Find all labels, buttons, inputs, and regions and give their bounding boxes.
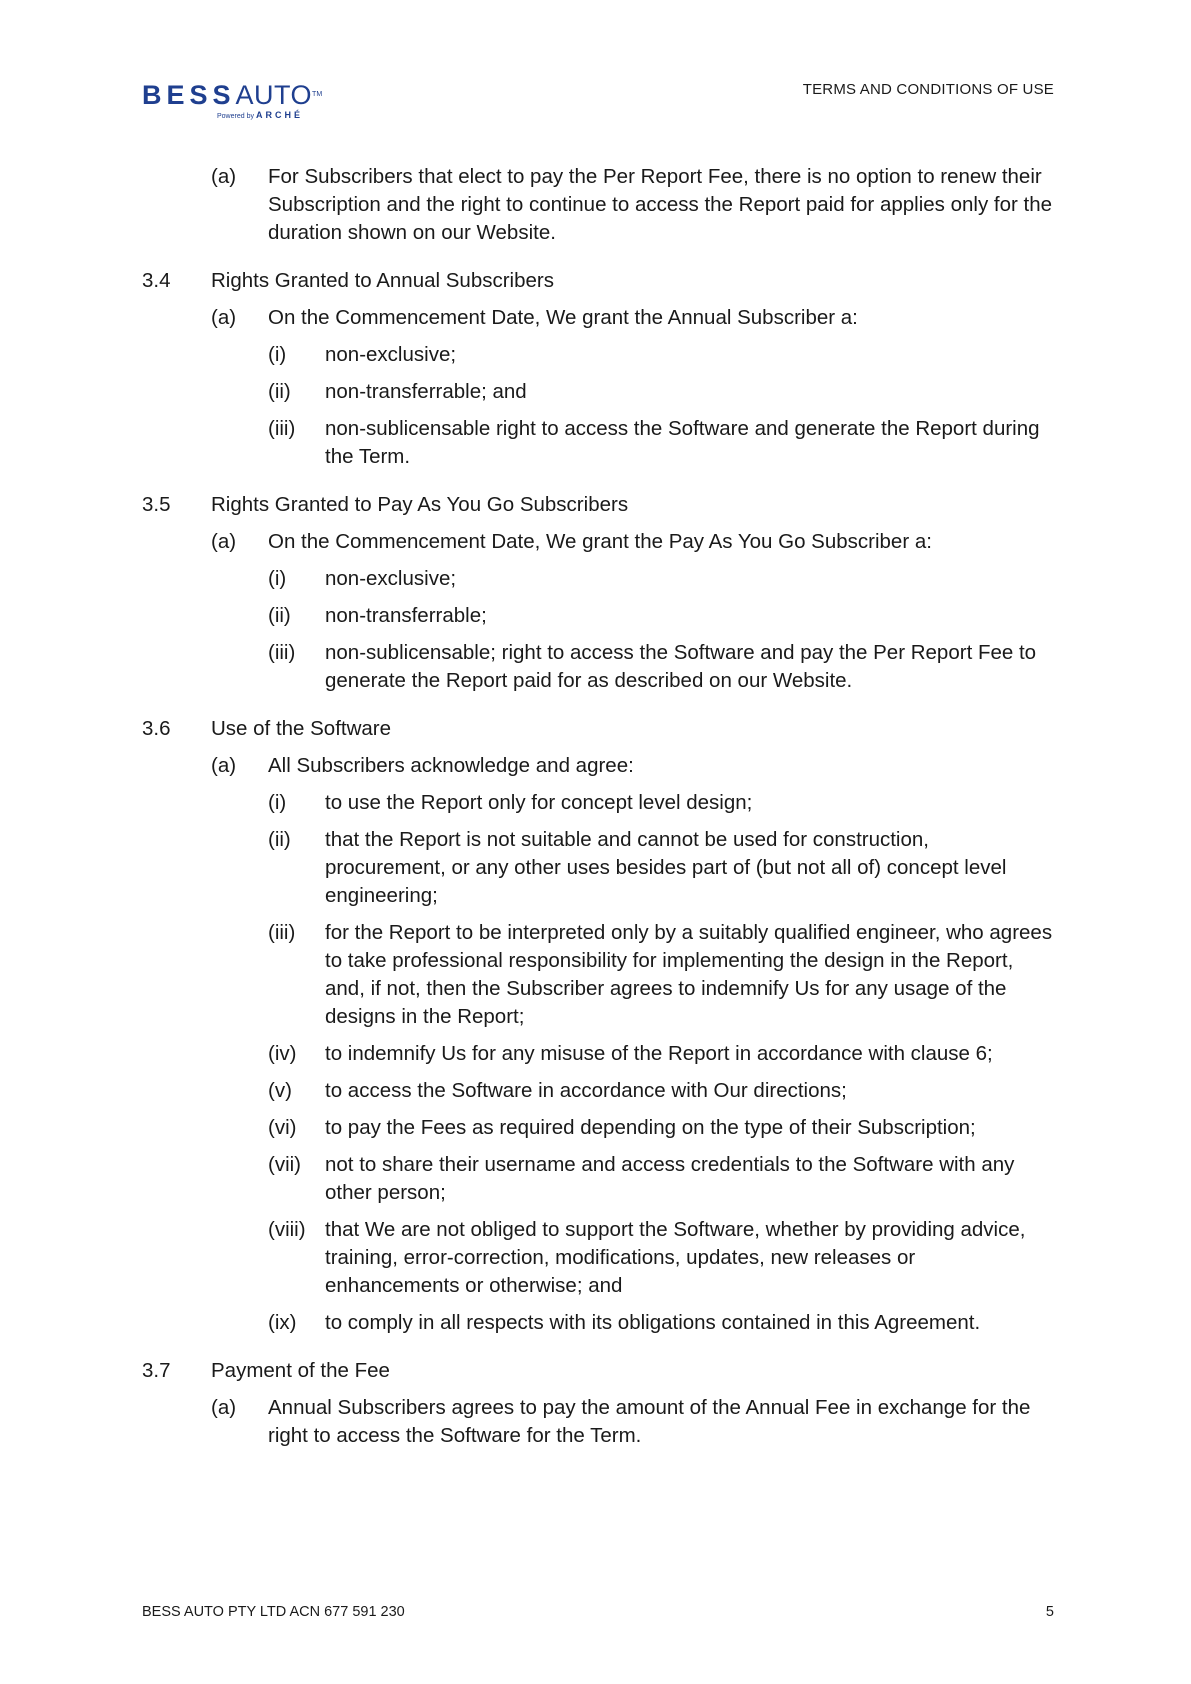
clause-text: For Subscribers that elect to pay the Per Report Fee, there is no option to renew their Subscription and the right to continue to access the Report paid for applies only for the duration shown on our Website. [268, 165, 1053, 244]
logo-wordmark [142, 80, 322, 110]
clause-text: non-sublicensable; right to access the Software and pay the Per Report Fee to generate the Report paid for as described on our Website. [325, 641, 1037, 692]
clause-text: non-exclusive; [325, 567, 457, 590]
clause-number: (a) [211, 754, 237, 777]
clause-number: (a) [211, 530, 237, 553]
clause-item [0, 789, 1191, 817]
logo-powered-by-text: Powered by [217, 113, 254, 120]
clause-item [0, 1077, 1191, 1105]
clause-text: non-transferrable; [325, 604, 487, 627]
clause-text: that the Report is not suitable and cannot be used for construction, procurement, or any other uses besides part of (but not all of) concept level engineering; [325, 828, 1007, 907]
clause-text: for the Report to be interpreted only by a suitably qualified engineer, who agrees to take professional responsibility for implementing the design in the Report, and, if not, then the Subscriber agrees to indemnify Us for any usage of the designs in the Report; [325, 921, 1053, 1028]
clause-number: (iii) [268, 641, 296, 664]
clause-number: 3.6 [142, 717, 171, 740]
clause-text: not to share their username and access credentials to the Software with any other person; [325, 1153, 1015, 1204]
logo-arche: ARCHÉ [255, 110, 303, 120]
clause-item [0, 1151, 1191, 1207]
clause-heading [0, 715, 1191, 743]
clause-number: (iii) [268, 921, 296, 944]
clause-text: On the Commencement Date, We grant the Annual Subscriber a: [268, 306, 858, 329]
clause-item [0, 1394, 1191, 1450]
clause-heading [0, 1357, 1191, 1385]
document-body [0, 163, 1191, 1450]
clause-number: 3.7 [142, 1359, 171, 1382]
clause-number: (ii) [268, 380, 291, 403]
clause-number: (iii) [268, 417, 296, 440]
clause-number: (viii) [268, 1218, 306, 1241]
footer-company: BESS AUTO PTY LTD ACN 677 591 230 [142, 1604, 405, 1620]
clause-number: (vii) [268, 1153, 302, 1176]
clause-text: non-exclusive; [325, 343, 457, 366]
clause-item [0, 1216, 1191, 1300]
clause-text: Rights Granted to Annual Subscribers [211, 269, 554, 292]
clause-item [0, 378, 1191, 406]
logo-bess: BESS [142, 80, 236, 110]
clause-item [0, 1309, 1191, 1337]
clause-text: to use the Report only for concept level design; [325, 791, 753, 814]
clause-number: (a) [211, 1396, 237, 1419]
clause-text: Use of the Software [211, 717, 392, 740]
clause-text: non-transferrable; and [325, 380, 527, 403]
company-logo [142, 80, 322, 126]
logo-trademark: TM [312, 91, 323, 98]
clause-item [0, 826, 1191, 910]
clause-number: (i) [268, 567, 287, 590]
clause-number: (iv) [268, 1042, 297, 1065]
clause-number: (ii) [268, 604, 291, 627]
clause-text: All Subscribers acknowledge and agree: [268, 754, 634, 777]
clause-item [0, 528, 1191, 556]
clause-text: to comply in all respects with its obligations contained in this Agreement. [325, 1311, 981, 1334]
clause-text: Annual Subscribers agrees to pay the amount of the Annual Fee in exchange for the right to access the Software for the Term. [268, 1396, 1031, 1447]
clause-number: 3.4 [142, 269, 171, 292]
clause-number: (i) [268, 343, 287, 366]
clause-number: (a) [211, 165, 237, 188]
clause-text: On the Commencement Date, We grant the Pay As You Go Subscriber a: [268, 530, 932, 553]
clause-number: (v) [268, 1079, 292, 1102]
clause-text: to indemnify Us for any misuse of the Report in accordance with clause 6; [325, 1042, 993, 1065]
clause-number: (i) [268, 791, 287, 814]
page-number: 5 [1045, 1604, 1054, 1620]
clause-text: to pay the Fees as required depending on the type of their Subscription; [325, 1116, 976, 1139]
clause-number: (ii) [268, 828, 291, 851]
clause-number: (a) [211, 306, 237, 329]
clause-text: Payment of the Fee [211, 1359, 390, 1382]
clause-item [0, 1114, 1191, 1142]
clause-text: to access the Software in accordance with Our directions; [325, 1079, 847, 1102]
clause-number: 3.5 [142, 493, 171, 516]
clause-number: (ix) [268, 1311, 297, 1334]
clause-item [0, 639, 1191, 695]
logo-powered-by [217, 110, 303, 120]
clause-item [0, 752, 1191, 780]
clause-heading [0, 267, 1191, 295]
clause-text: that We are not obliged to support the Software, whether by providing advice, training, error-correction, modifications, updates, new releases or enhancements or otherwise; and [325, 1218, 1026, 1297]
document-title: TERMS AND CONDITIONS OF USE [802, 81, 1054, 98]
logo-auto: AUTO [235, 80, 313, 110]
clause-item [0, 1040, 1191, 1068]
clause-item [0, 415, 1191, 471]
clause-item [0, 163, 1191, 247]
clause-heading [0, 491, 1191, 519]
clause-item [0, 565, 1191, 593]
clause-item [0, 341, 1191, 369]
clause-text: non-sublicensable right to access the Software and generate the Report during the Term. [325, 417, 1040, 468]
clause-item [0, 602, 1191, 630]
clause-text: Rights Granted to Pay As You Go Subscribers [211, 493, 629, 516]
clause-number: (vi) [268, 1116, 297, 1139]
clause-item [0, 304, 1191, 332]
clause-item [0, 919, 1191, 1031]
